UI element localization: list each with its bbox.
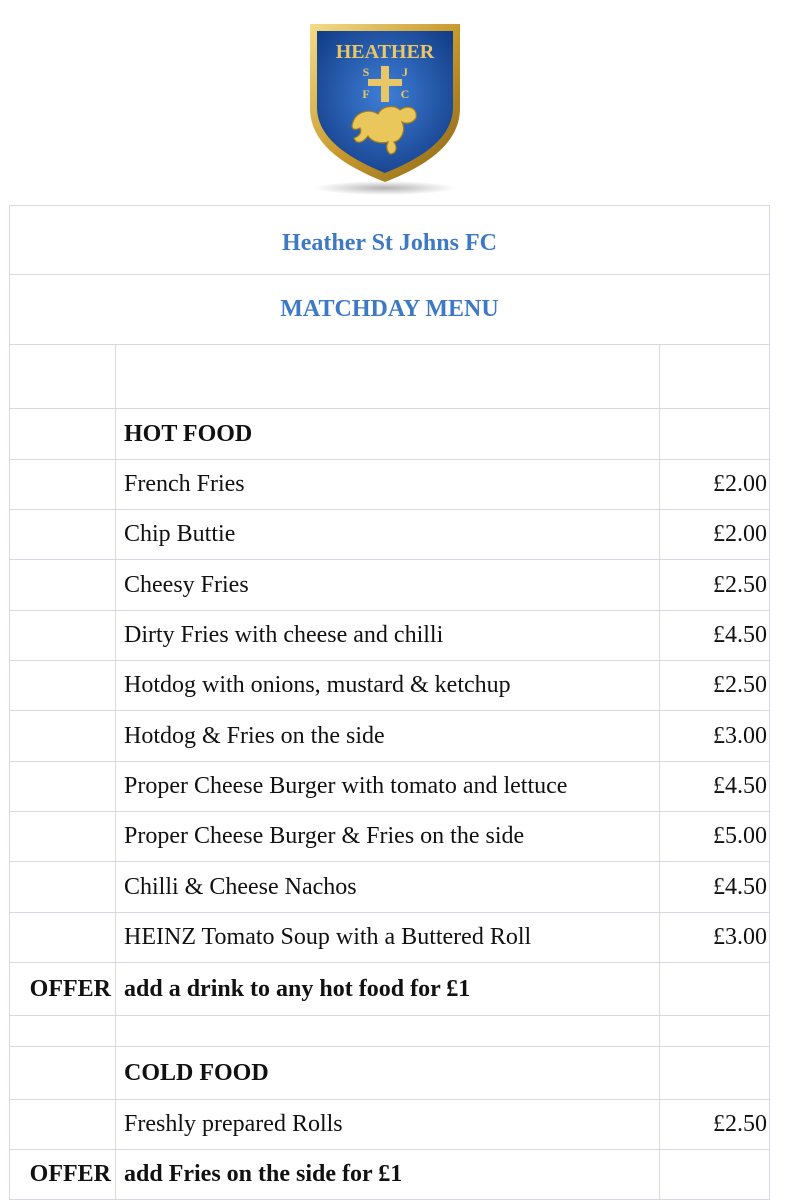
item-name: Proper Cheese Burger & Fries on the side bbox=[116, 812, 660, 862]
offer-label: OFFER bbox=[10, 1150, 116, 1200]
list-item bbox=[10, 661, 770, 711]
item-price: £5.00 bbox=[660, 812, 770, 862]
item-name: Freshly prepared Rolls bbox=[116, 1100, 660, 1150]
item-name: Cheesy Fries bbox=[116, 560, 660, 611]
club-crest-logo bbox=[302, 16, 468, 196]
hot-food-offer-row bbox=[10, 963, 770, 1016]
crest-letter-j: J bbox=[402, 65, 408, 79]
spacer-row bbox=[10, 345, 770, 409]
list-item bbox=[10, 611, 770, 661]
cold-food-offer-row bbox=[10, 1150, 770, 1200]
item-name: Proper Cheese Burger with tomato and lettuce bbox=[116, 762, 660, 812]
spacer-row bbox=[10, 1016, 770, 1047]
item-name: French Fries bbox=[116, 460, 660, 510]
crest-letter-c: C bbox=[400, 87, 410, 101]
crest-name: HEATHER bbox=[335, 41, 435, 63]
item-name: Chip Buttie bbox=[116, 510, 660, 560]
hot-food-heading: HOT FOOD bbox=[116, 409, 660, 460]
menu-table bbox=[9, 205, 770, 1200]
item-price: £2.00 bbox=[660, 510, 770, 560]
item-price: £4.50 bbox=[660, 762, 770, 812]
offer-label: OFFER bbox=[10, 963, 116, 1016]
menu-subtitle: MATCHDAY MENU bbox=[10, 275, 770, 345]
offer-text: add a drink to any hot food for £1 bbox=[116, 963, 660, 1016]
crest-letter-f: F bbox=[362, 87, 370, 101]
subtitle-row bbox=[10, 275, 770, 345]
list-item bbox=[10, 812, 770, 862]
list-item bbox=[10, 913, 770, 963]
menu-title: Heather St Johns FC bbox=[10, 206, 770, 275]
item-price: £3.00 bbox=[660, 711, 770, 762]
cold-food-heading-row bbox=[10, 1047, 770, 1100]
item-name: Hotdog with onions, mustard & ketchup bbox=[116, 661, 660, 711]
title-row bbox=[10, 206, 770, 275]
list-item bbox=[10, 762, 770, 812]
item-name: Dirty Fries with cheese and chilli bbox=[116, 611, 660, 661]
list-item bbox=[10, 510, 770, 560]
list-item bbox=[10, 711, 770, 762]
offer-text: add Fries on the side for £1 bbox=[116, 1150, 660, 1200]
cold-food-heading: COLD FOOD bbox=[116, 1047, 660, 1100]
item-price: £3.00 bbox=[660, 913, 770, 963]
item-name: HEINZ Tomato Soup with a Buttered Roll bbox=[116, 913, 660, 963]
hot-food-heading-row bbox=[10, 409, 770, 460]
item-price: £4.50 bbox=[660, 611, 770, 661]
list-item bbox=[10, 560, 770, 611]
crest-letter-s: S bbox=[362, 65, 370, 79]
item-name: Chilli & Cheese Nachos bbox=[116, 862, 660, 913]
item-price: £2.00 bbox=[660, 460, 770, 510]
item-price: £4.50 bbox=[660, 862, 770, 913]
item-price: £2.50 bbox=[660, 661, 770, 711]
item-price: £2.50 bbox=[660, 1100, 770, 1150]
list-item bbox=[10, 1100, 770, 1150]
item-name: Hotdog & Fries on the side bbox=[116, 711, 660, 762]
list-item bbox=[10, 862, 770, 913]
item-price: £2.50 bbox=[660, 560, 770, 611]
list-item bbox=[10, 460, 770, 510]
